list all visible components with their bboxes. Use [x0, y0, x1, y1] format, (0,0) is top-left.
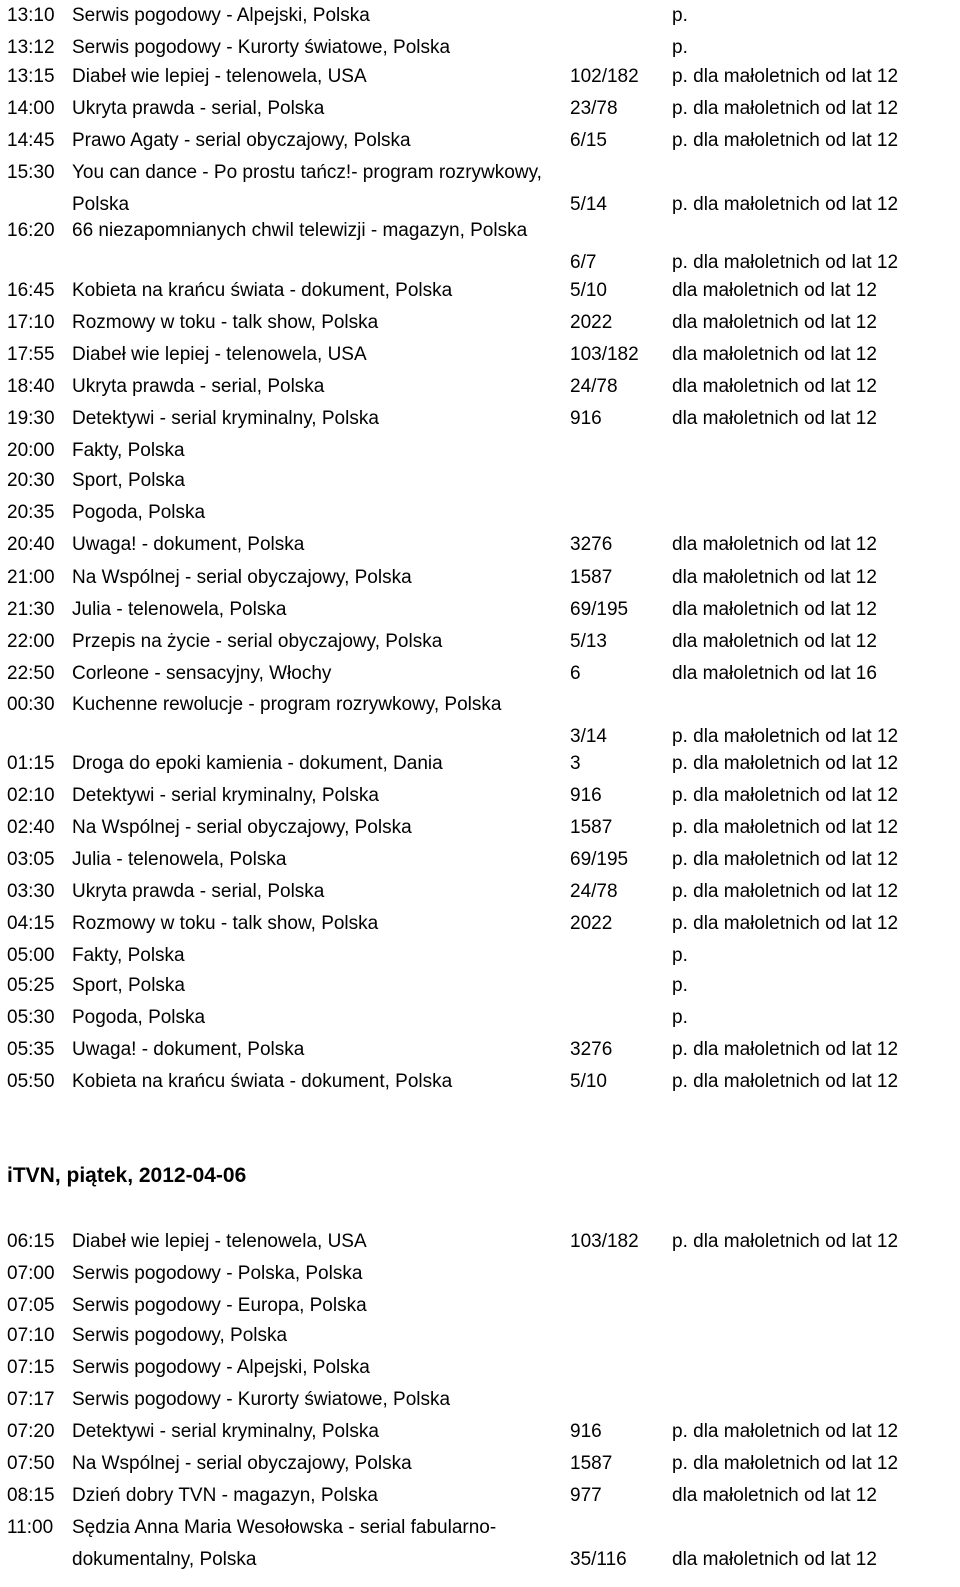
program-title: Ukryta prawda - serial, Polska — [72, 881, 325, 902]
program-title: Na Wspólnej - serial obyczajowy, Polska — [72, 817, 412, 838]
schedule-row — [0, 1034, 960, 1066]
program-time: 08:15 — [7, 1485, 55, 1506]
age-rating: p. dla małoletnich od lat 12 — [672, 98, 899, 119]
program-time: 20:30 — [7, 470, 55, 491]
episode-number: 3 — [570, 753, 581, 774]
episode-number: 24/78 — [570, 881, 618, 902]
schedule-row — [0, 562, 960, 594]
program-time: 03:30 — [7, 881, 55, 902]
program-title: Pogoda, Polska — [72, 1007, 206, 1028]
schedule-row — [0, 748, 960, 780]
program-title: Pogoda, Polska — [72, 502, 206, 523]
program-time: 06:15 — [7, 1231, 55, 1252]
program-title: Kobieta na krańcu świata - dokument, Polska — [72, 1071, 453, 1092]
program-title: Uwaga! - dokument, Polska — [72, 1039, 305, 1060]
age-rating: dla małoletnich od lat 12 — [672, 631, 877, 652]
program-title: Prawo Agaty - serial obyczajowy, Polska — [72, 130, 411, 151]
age-rating: dla małoletnich od lat 12 — [672, 376, 877, 397]
age-rating: p. dla małoletnich od lat 12 — [672, 130, 899, 151]
age-rating: p. dla małoletnich od lat 12 — [672, 1453, 899, 1474]
program-time: 00:30 — [7, 694, 55, 715]
episode-number: 6/7 — [570, 252, 597, 273]
schedule-row — [0, 529, 960, 561]
program-title: Rozmowy w toku - talk show, Polska — [72, 913, 379, 934]
schedule-row — [0, 1448, 960, 1480]
program-time: 05:00 — [7, 945, 55, 966]
program-title: Detektywi - serial kryminalny, Polska — [72, 408, 379, 429]
program-time: 17:10 — [7, 312, 55, 333]
schedule-row — [0, 689, 960, 753]
channel-heading: iTVN, piątek, 2012-04-06 — [7, 1164, 247, 1187]
program-title: Droga do epoki kamienia - dokument, Dania — [72, 753, 443, 774]
program-time: 02:40 — [7, 817, 55, 838]
program-time: 03:05 — [7, 849, 55, 870]
age-rating: p. dla małoletnich od lat 12 — [672, 1039, 899, 1060]
program-time: 07:10 — [7, 1325, 55, 1346]
program-time: 14:45 — [7, 130, 55, 151]
program-time: 22:50 — [7, 663, 55, 684]
program-title: Przepis na życie - serial obyczajowy, Polska — [72, 631, 443, 652]
schedule-row — [0, 371, 960, 403]
program-time: 05:25 — [7, 975, 55, 996]
schedule-row — [0, 1320, 960, 1352]
age-rating: p. dla małoletnich od lat 12 — [672, 817, 899, 838]
episode-number: 69/195 — [570, 599, 629, 620]
schedule-row — [0, 157, 960, 221]
episode-number: 916 — [570, 1421, 602, 1442]
program-title: Diabeł wie lepiej - telenowela, USA — [72, 344, 367, 365]
age-rating: p. dla małoletnich od lat 12 — [672, 1071, 899, 1092]
program-title: Rozmowy w toku - talk show, Polska — [72, 312, 379, 333]
program-time: 05:30 — [7, 1007, 55, 1028]
age-rating: p. dla małoletnich od lat 12 — [672, 194, 899, 215]
schedule-row — [0, 339, 960, 371]
program-time: 04:15 — [7, 913, 55, 934]
program-title: Fakty, Polska — [72, 440, 185, 461]
episode-number: 2022 — [570, 913, 613, 934]
program-time: 07:00 — [7, 1263, 55, 1284]
program-title: Na Wspólnej - serial obyczajowy, Polska — [72, 1453, 412, 1474]
age-rating: p. — [672, 1007, 688, 1028]
age-rating: dla małoletnich od lat 12 — [672, 280, 877, 301]
program-time: 15:30 — [7, 162, 55, 183]
program-time: 16:45 — [7, 280, 55, 301]
program-title: Julia - telenowela, Polska — [72, 599, 287, 620]
episode-number: 2022 — [570, 312, 613, 333]
schedule-row — [0, 876, 960, 908]
schedule-row — [0, 497, 960, 529]
episode-number: 69/195 — [570, 849, 629, 870]
episode-number: 916 — [570, 785, 602, 806]
program-title: Kobieta na krańcu świata - dokument, Polska — [72, 280, 453, 301]
episode-number: 1587 — [570, 1453, 613, 1474]
program-time: 05:50 — [7, 1071, 55, 1092]
age-rating: p. dla małoletnich od lat 12 — [672, 252, 899, 273]
schedule-row — [0, 93, 960, 125]
program-title: Serwis pogodowy - Polska, Polska — [72, 1263, 363, 1284]
program-title: Dzień dobry TVN - magazyn, Polska — [72, 1485, 378, 1506]
episode-number: 35/116 — [570, 1549, 627, 1570]
schedule-row — [0, 1258, 960, 1290]
age-rating: p. dla małoletnich od lat 12 — [672, 785, 899, 806]
schedule-row — [0, 780, 960, 812]
age-rating: dla małoletnich od lat 12 — [672, 312, 877, 333]
age-rating: dla małoletnich od lat 12 — [672, 599, 877, 620]
program-title: Detektywi - serial kryminalny, Polska — [72, 1421, 379, 1442]
program-title: Sędzia Anna Maria Wesołowska - serial fabularno-dokumentalny, Polska — [72, 1517, 497, 1570]
schedule-row — [0, 812, 960, 844]
age-rating: p. dla małoletnich od lat 12 — [672, 1231, 899, 1252]
episode-number: 5/13 — [570, 631, 607, 652]
schedule-row — [0, 1226, 960, 1258]
age-rating: p. dla małoletnich od lat 12 — [672, 1421, 899, 1442]
program-time: 21:30 — [7, 599, 55, 620]
schedule-row — [0, 1066, 960, 1098]
age-rating: p. dla małoletnich od lat 12 — [672, 881, 899, 902]
program-title: Uwaga! - dokument, Polska — [72, 534, 305, 555]
episode-number: 916 — [570, 408, 602, 429]
program-time: 19:30 — [7, 408, 55, 429]
program-time: 11:00 — [7, 1517, 54, 1538]
program-time: 13:15 — [7, 66, 55, 87]
program-title: Sport, Polska — [72, 470, 185, 491]
program-title: Serwis pogodowy - Alpejski, Polska — [72, 1357, 370, 1378]
program-title: Kuchenne rewolucje - program rozrywkowy, Polska — [72, 694, 502, 715]
program-title: Serwis pogodowy, Polska — [72, 1325, 288, 1346]
program-time: 18:40 — [7, 376, 55, 397]
age-rating: dla małoletnich od lat 12 — [672, 567, 877, 588]
program-time: 07:50 — [7, 1453, 55, 1474]
age-rating: p. — [672, 945, 688, 966]
program-title: Ukryta prawda - serial, Polska — [72, 98, 325, 119]
program-title: Detektywi - serial kryminalny, Polska — [72, 785, 379, 806]
program-title: Ukryta prawda - serial, Polska — [72, 376, 325, 397]
program-time: 07:05 — [7, 1295, 55, 1316]
age-rating: dla małoletnich od lat 16 — [672, 663, 877, 684]
age-rating: p. dla małoletnich od lat 12 — [672, 66, 899, 87]
schedule-row — [0, 307, 960, 339]
age-rating: p. dla małoletnich od lat 12 — [672, 753, 899, 774]
schedule-row — [0, 61, 960, 93]
schedule-row — [0, 1480, 960, 1512]
schedule-row — [0, 435, 960, 467]
schedule-row — [0, 1384, 960, 1416]
program-time: 13:10 — [7, 5, 55, 26]
schedule-row — [0, 32, 960, 64]
program-time: 02:10 — [7, 785, 55, 806]
age-rating: dla małoletnich od lat 12 — [672, 408, 877, 429]
program-time: 07:15 — [7, 1357, 55, 1378]
episode-number: 23/78 — [570, 98, 618, 119]
program-time: 07:17 — [7, 1389, 55, 1410]
schedule-row — [0, 215, 960, 279]
program-time: 05:35 — [7, 1039, 55, 1060]
episode-number: 5/10 — [570, 280, 607, 301]
schedule-row — [0, 908, 960, 940]
episode-number: 3/14 — [570, 726, 607, 747]
schedule-row — [0, 0, 960, 32]
episode-number: 1587 — [570, 567, 613, 588]
episode-number: 102/182 — [570, 66, 639, 87]
episode-number: 5/14 — [570, 194, 607, 215]
age-rating: p. dla małoletnich od lat 12 — [672, 849, 899, 870]
schedule-row — [0, 1352, 960, 1384]
program-time: 17:55 — [7, 344, 55, 365]
episode-number: 1587 — [570, 817, 613, 838]
program-title: You can dance - Po prostu tańcz!- program rozrywkowy, Polska — [72, 162, 542, 215]
schedule-row — [0, 626, 960, 658]
age-rating: dla małoletnich od lat 12 — [672, 534, 877, 555]
schedule-row — [0, 125, 960, 157]
episode-number: 103/182 — [570, 1231, 639, 1252]
program-time: 07:20 — [7, 1421, 55, 1442]
program-time: 21:00 — [7, 567, 55, 588]
schedule-row — [0, 403, 960, 435]
schedule-row — [0, 594, 960, 626]
schedule-row — [0, 658, 960, 690]
episode-number: 103/182 — [570, 344, 639, 365]
program-time: 16:20 — [7, 220, 55, 241]
program-title: Serwis pogodowy - Europa, Polska — [72, 1295, 367, 1316]
schedule-row — [0, 465, 960, 497]
schedule-row — [0, 1416, 960, 1448]
age-rating: p. — [672, 975, 688, 996]
age-rating: p. dla małoletnich od lat 12 — [672, 913, 899, 934]
program-title: Julia - telenowela, Polska — [72, 849, 287, 870]
episode-number: 3276 — [570, 1039, 613, 1060]
schedule-row — [0, 844, 960, 876]
schedule-row — [0, 1512, 960, 1576]
episode-number: 3276 — [570, 534, 613, 555]
program-title: Na Wspólnej - serial obyczajowy, Polska — [72, 567, 412, 588]
age-rating: dla małoletnich od lat 12 — [672, 1549, 877, 1570]
program-title: Diabeł wie lepiej - telenowela, USA — [72, 66, 367, 87]
schedule-row — [0, 275, 960, 307]
program-time: 22:00 — [7, 631, 55, 652]
program-time: 20:35 — [7, 502, 55, 523]
program-title: Serwis pogodowy - Alpejski, Polska — [72, 5, 370, 26]
episode-number: 6 — [570, 663, 581, 684]
program-time: 20:00 — [7, 440, 55, 461]
age-rating: p. dla małoletnich od lat 12 — [672, 726, 899, 747]
age-rating: dla małoletnich od lat 12 — [672, 344, 877, 365]
episode-number: 24/78 — [570, 376, 618, 397]
program-time: 13:12 — [7, 37, 55, 58]
schedule-row — [0, 970, 960, 1002]
program-time: 14:00 — [7, 98, 55, 119]
schedule-row — [0, 940, 960, 972]
episode-number: 6/15 — [570, 130, 607, 151]
schedule-row — [0, 1290, 960, 1322]
program-time: 20:40 — [7, 534, 55, 555]
program-title: Fakty, Polska — [72, 945, 185, 966]
age-rating: p. — [672, 37, 688, 58]
episode-number: 5/10 — [570, 1071, 607, 1092]
program-title: 66 niezapomnianych chwil telewizji - magazyn, Polska — [72, 220, 528, 241]
schedule-row — [0, 1002, 960, 1034]
program-title: Sport, Polska — [72, 975, 185, 996]
program-title: Serwis pogodowy - Kurorty światowe, Polska — [72, 37, 451, 58]
episode-number: 977 — [570, 1485, 602, 1506]
program-title: Diabeł wie lepiej - telenowela, USA — [72, 1231, 367, 1252]
program-title: Corleone - sensacyjny, Włochy — [72, 663, 332, 684]
age-rating: p. — [672, 5, 688, 26]
program-title: Serwis pogodowy - Kurorty światowe, Polska — [72, 1389, 451, 1410]
age-rating: dla małoletnich od lat 12 — [672, 1485, 877, 1506]
program-time: 01:15 — [7, 753, 55, 774]
